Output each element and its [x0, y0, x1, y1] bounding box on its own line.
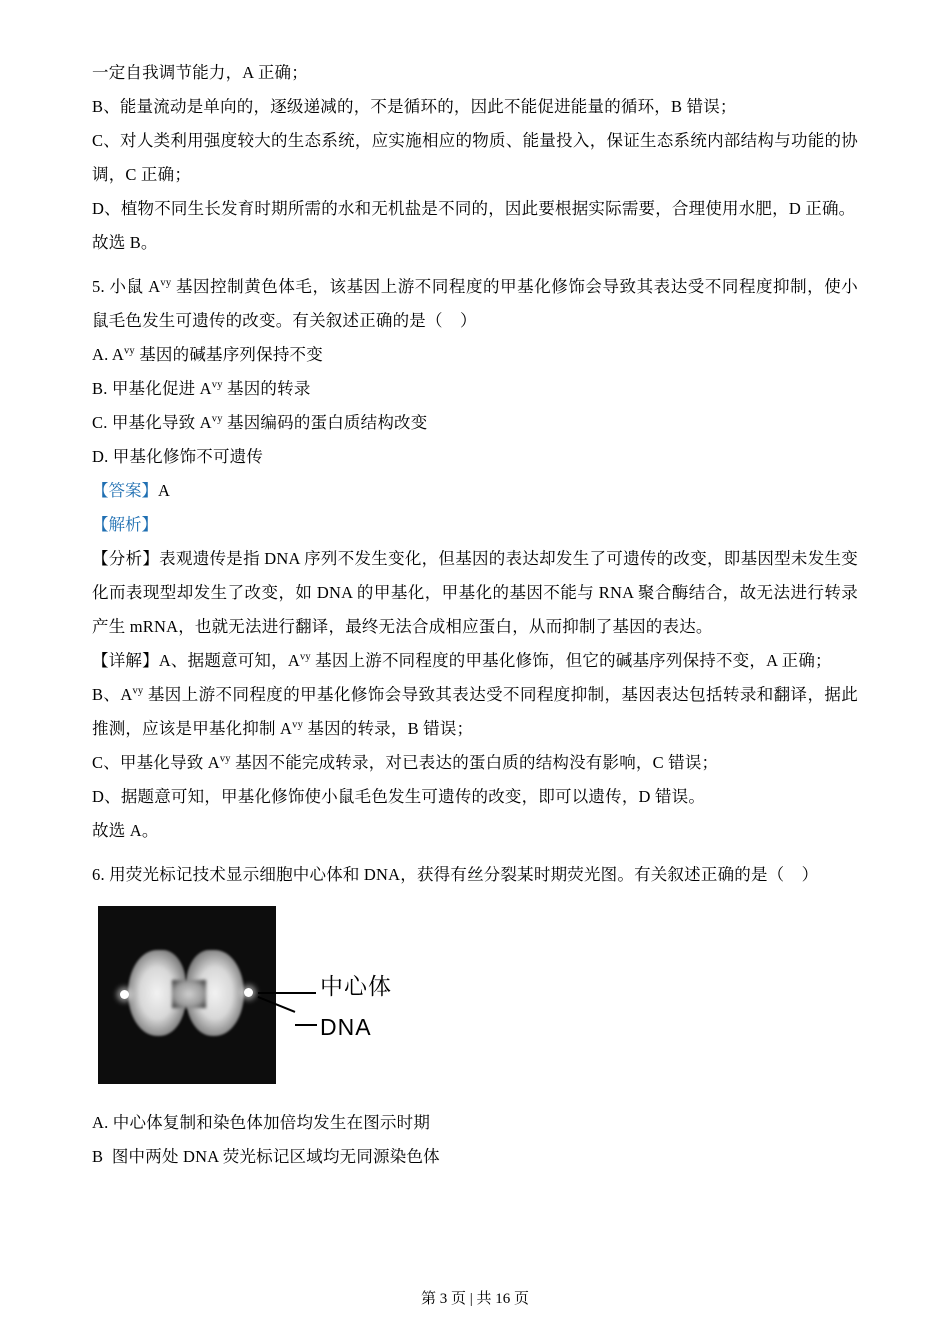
page-footer: 第 3 页 | 共 16 页 [420, 1291, 529, 1307]
question-5-option-c [92, 406, 858, 440]
option-prefix: C. 甲基化导致 A [92, 413, 212, 432]
conclusion-line: 故选 A。 [92, 821, 159, 840]
question-5-option-a [92, 338, 858, 372]
option-prefix: D. 甲基化修饰不可遗传 [92, 447, 264, 466]
dna-bridge [172, 980, 206, 1008]
question-5-stem [92, 270, 858, 338]
question-6 [92, 858, 858, 1174]
detail-prefix: B、A [92, 685, 133, 704]
figure-label-dna: DNA [320, 1014, 372, 1040]
detail-text: 基因上游不同程度的甲基化修饰，但它的碱基序列保持不变，A 正确； [310, 651, 832, 670]
detail-prefix: A、据题意可知，A [158, 651, 300, 670]
leader-line-dna [295, 1024, 317, 1026]
question-6-option-a: A. 中心体复制和染色体加倍均发生在图示时期 [92, 1113, 431, 1132]
figure-wrapper [92, 906, 858, 1096]
fluorescence-micrograph [98, 906, 276, 1084]
paragraph-line: D、植物不同生长发育时期所需的水和无机盐是不同的，因此要根据实际需要，合理使用水肥，D 正确。 [92, 199, 856, 218]
superscript-vy: vy [211, 413, 223, 425]
detail-prefix: D、据题意可知，甲基化修饰使小鼠毛色发生可遗传的改变，即可以遗传，D 错误。 [92, 787, 706, 806]
detail-prefix: C、甲基化导致 A [92, 753, 220, 772]
detail-line-c [92, 746, 858, 780]
option-prefix: A. A [92, 345, 124, 364]
detail-line-b [92, 678, 858, 746]
superscript-vy: vy [132, 685, 144, 697]
analysis-text: 表观遗传是指 DNA 序列不发生变化，但基因的表达却发生了可遗传的改变，即基因型未发生变化而表现型却发生了改变，如 DNA 的甲基化，甲基化的基因不能与 RNA 聚合酶结合，故无法进行转录产生 mRNA，也就无法进行翻译，最终无法合成相应蛋白，从而抑制了基因的表达。 [92, 549, 858, 636]
detail-text-tail: 基因的转录，B 错误； [303, 719, 474, 738]
superscript-vy: vy [123, 345, 135, 357]
paragraph-line: 一定自我调节能力，A 正确； [92, 63, 308, 82]
leader-line-centrosome [258, 992, 316, 994]
analysis-label: 【解析】 [92, 515, 158, 534]
analysis-paragraph [92, 542, 858, 644]
option-text: 基因的碱基序列保持不变 [134, 345, 323, 364]
paragraph-line: B、能量流动是单向的，逐级递减的，不是循环的，因此不能促进能量的循环，B 错误； [92, 97, 737, 116]
option-text: 基因的转录 [222, 379, 311, 398]
analysis-title: 【分析】 [92, 549, 160, 568]
detail-line-a [92, 644, 858, 678]
centrosome-dot-right [244, 988, 253, 997]
answer-label: 【答案】 [92, 481, 158, 500]
detail-line-d [92, 780, 858, 814]
detail-text: 基因不能完成转录，对已表达的蛋白质的结构没有影响，C 错误； [230, 753, 719, 772]
question-5-stem-part1: 5. 小鼠 A [92, 277, 161, 296]
question-5-option-d [92, 440, 858, 474]
superscript-vy: vy [211, 379, 223, 391]
option-text: 基因编码的蛋白质结构改变 [222, 413, 428, 432]
detail-text: 基因上游不同程度的甲基化修饰会导致其表达受不同程度抑制，基因表达包括转录和翻译，据此推测，应该是甲基化抑制 A [92, 685, 858, 738]
superscript-vy: vy [219, 753, 231, 765]
superscript-vy: vy [299, 651, 311, 663]
question-6-stem: 6. 用荧光标记技术显示细胞中心体和 DNA，获得有丝分裂某时期荧光图。有关叙述正确的是（ ） [92, 865, 819, 884]
paragraph-line: 故选 B。 [92, 233, 158, 252]
answer-row [92, 474, 858, 508]
question-5-stem-part2: 基因控制黄色体毛，该基因上游不同程度的甲基化修饰会导致其表达受不同程度抑制，使小鼠毛色发生可遗传的改变。有关叙述正确的是（ ） [92, 277, 858, 330]
centrosome-dot-left [120, 990, 129, 999]
question-6-option-b: B 图中两处 DNA 荧光标记区域均无同源染色体 [92, 1147, 440, 1166]
option-prefix: B. 甲基化促进 A [92, 379, 212, 398]
fluorescence-figure [98, 906, 488, 1096]
question-5 [92, 270, 858, 848]
paragraph-line: C、对人类利用强度较大的生态系统，应实施相应的物质、能量投入，保证生态系统内部结构与功能的协调，C 正确； [92, 131, 858, 184]
figure-label-centrosome: 中心体 [320, 973, 392, 999]
answer-value: A [158, 481, 170, 500]
detail-label: 【详解】 [92, 651, 159, 670]
superscript-vy: vy [160, 277, 172, 289]
question-5-option-b [92, 372, 858, 406]
superscript-vy: vy [292, 719, 304, 731]
